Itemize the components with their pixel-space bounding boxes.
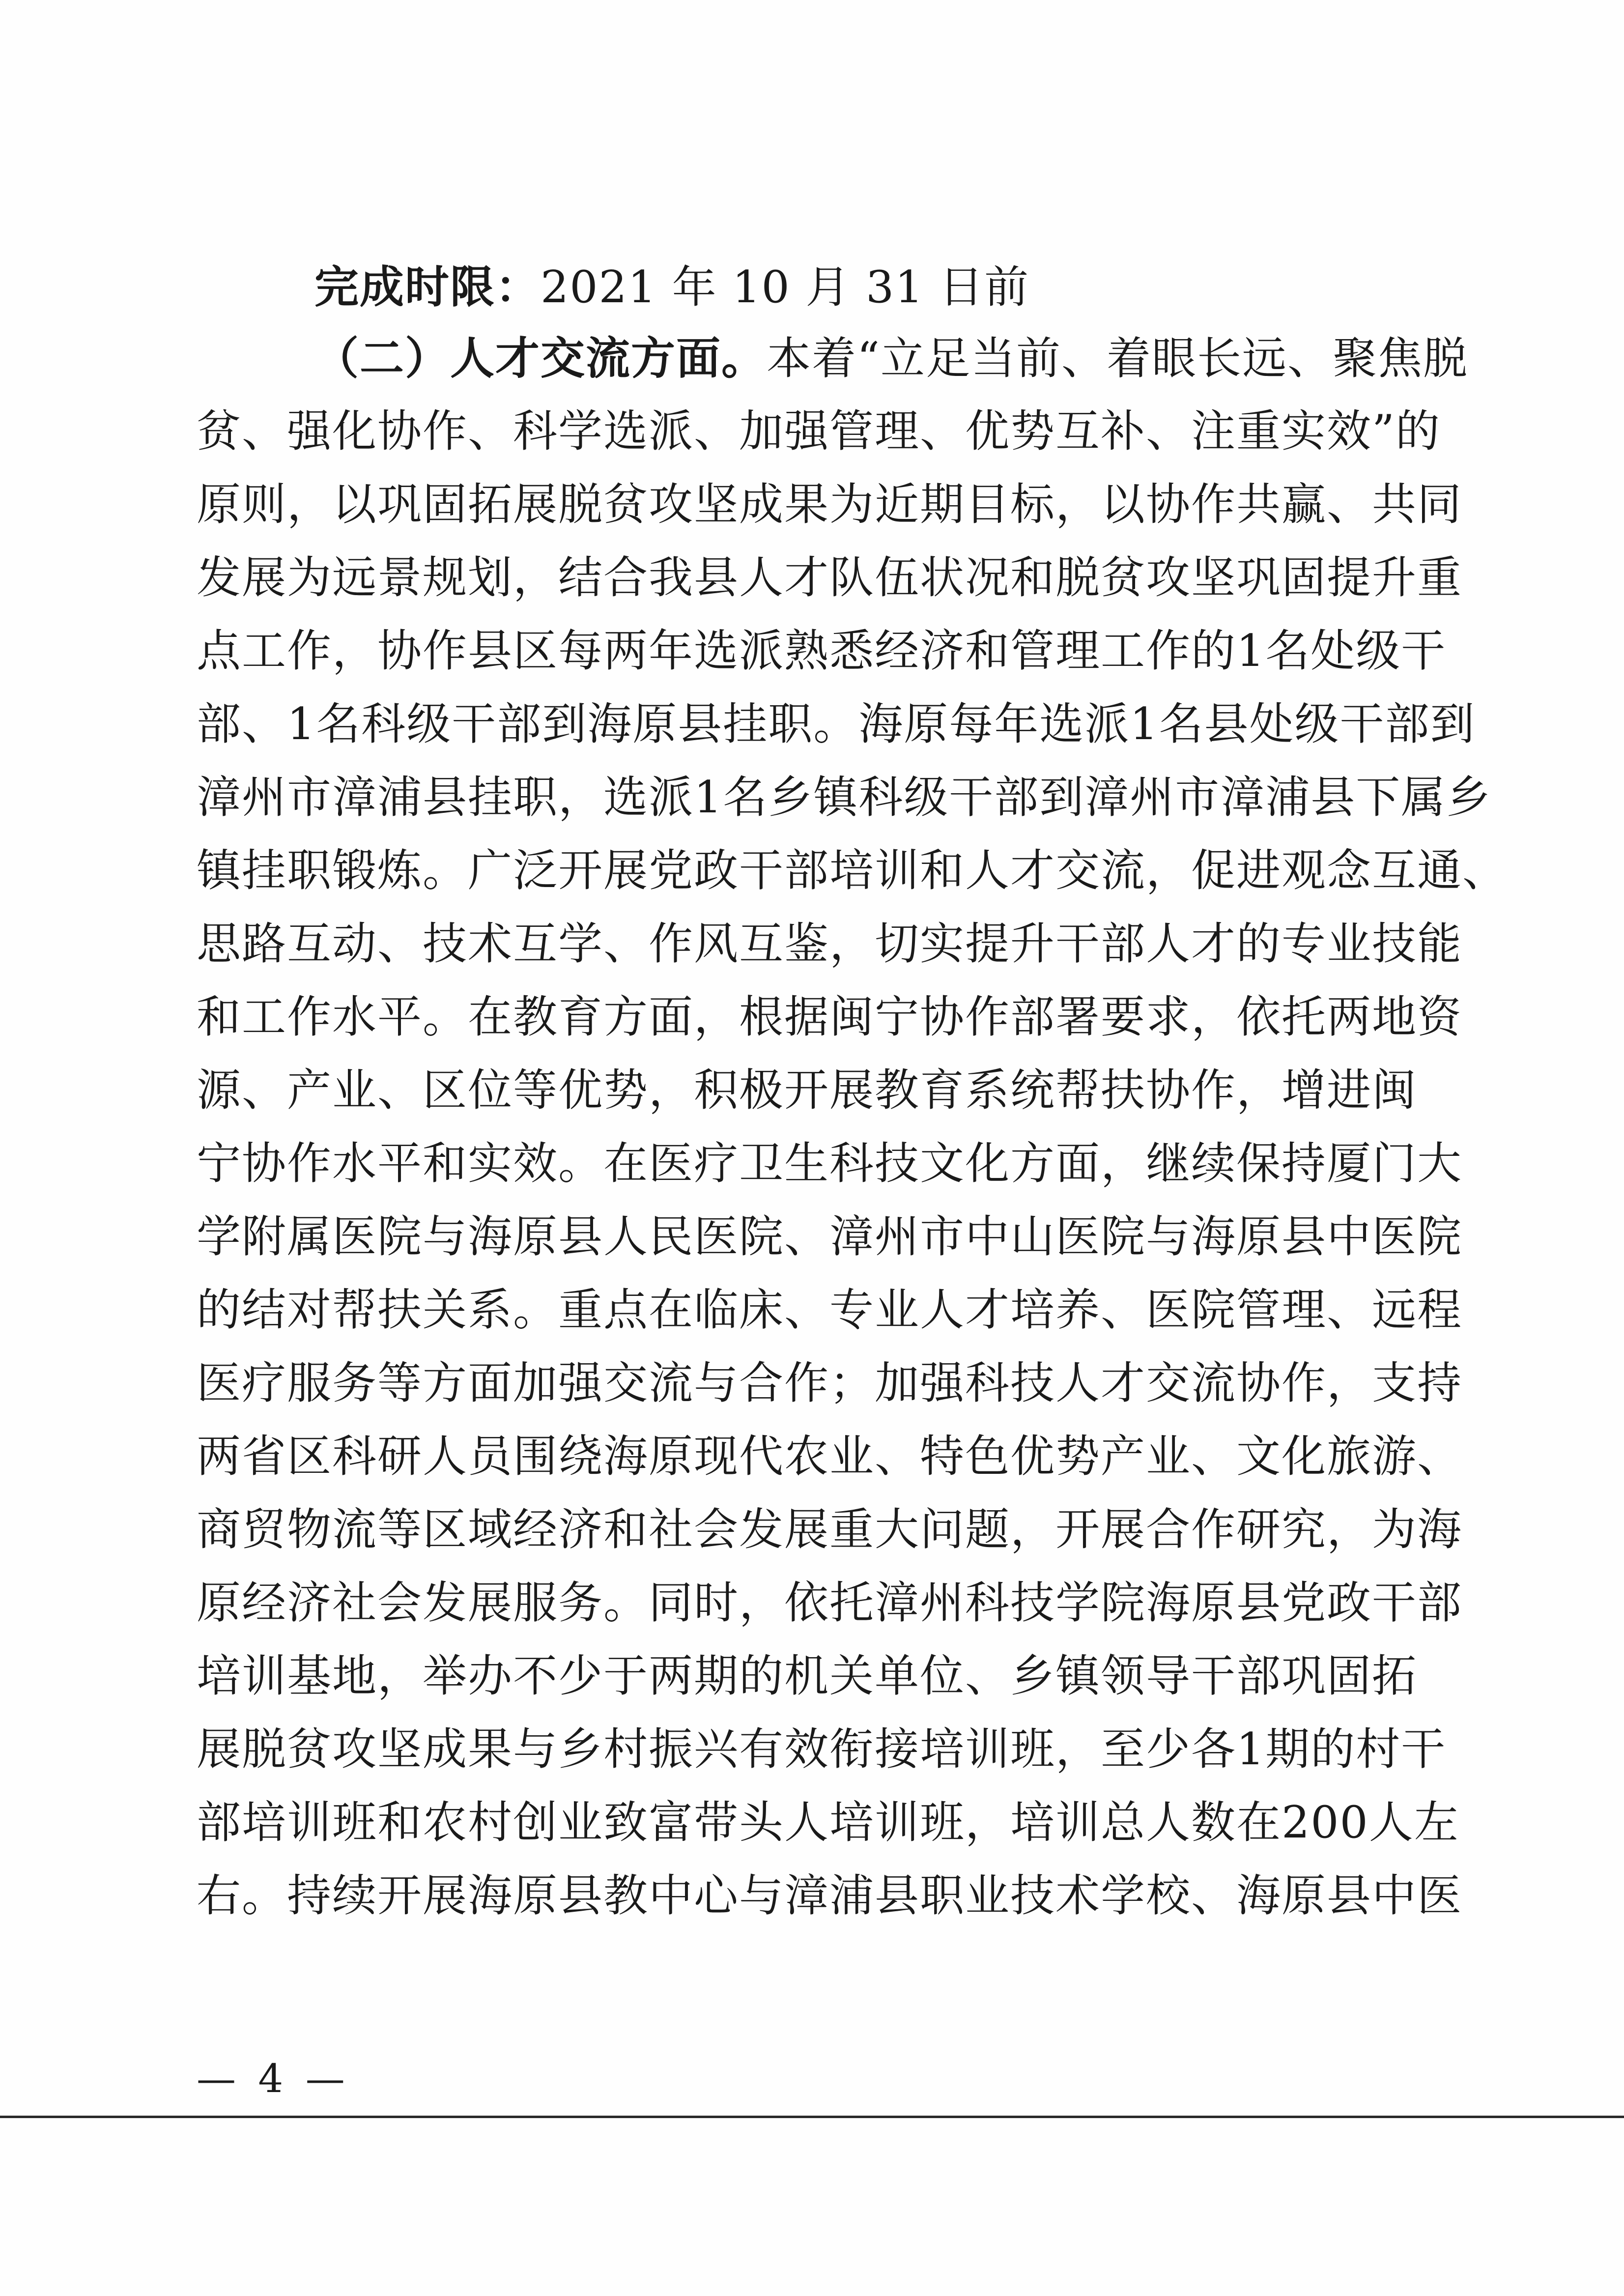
deadline-line (314, 253, 1410, 322)
body-line: 学附属医院与海原县人民医院、漳州市中山医院与海原县中医院 (197, 1211, 1462, 1263)
body-line: 点工作，协作县区每两年选派熟悉经济和管理工作的1名处级干 (197, 625, 1447, 677)
body-line: 宁协作水平和实效。在医疗卫生科技文化方面，继续保持厦门大 (197, 1138, 1462, 1189)
body-line: 商贸物流等区域经济和社会发展重大问题，开展合作研究，为海 (197, 1504, 1462, 1555)
body-line: 的结对帮扶关系。重点在临床、专业人才培养、医院管理、远程 (197, 1284, 1462, 1336)
footer-divider (0, 2116, 1624, 2118)
body-line: 原则，以巩固拓展脱贫攻坚成果为近期目标，以协作共赢、共同 (197, 479, 1462, 530)
body-line: 培训基地，举办不少于两期的机关单位、乡镇领导干部巩固拓 (197, 1650, 1417, 1702)
body-line: 镇挂职锻炼。广泛开展党政干部培训和人才交流，促进观念互通、 (197, 845, 1508, 896)
body-line: 原经济社会发展服务。同时，依托漳州科技学院海原县党政干部 (197, 1577, 1462, 1629)
section-heading: （二）人才交流方面。 (314, 333, 767, 384)
body-line: 展脱贫攻坚成果与乡村振兴有效衔接培训班，至少各1期的村干 (197, 1723, 1447, 1775)
section-heading-line (314, 324, 1469, 393)
deadline-label: 完成时限： (314, 261, 541, 313)
body-line: 右。持续开展海原县教中心与漳浦县职业技术学校、海原县中医 (197, 1870, 1462, 1922)
deadline-value: 2021 年 10 月 31 日前 (541, 261, 1030, 313)
body-line: 两省区科研人员围绕海原现代农业、特色优势产业、文化旅游、 (197, 1431, 1462, 1482)
body-line: 部、1名科级干部到海原县挂职。海原每年选派1名县处级干部到 (197, 698, 1476, 750)
body-line: 贫、强化协作、科学选派、加强管理、优势互补、注重实效”的 (197, 405, 1441, 457)
body-line: 和工作水平。在教育方面，根据闽宁协作部署要求，依托两地资 (197, 991, 1462, 1043)
body-line: 医疗服务等方面加强交流与合作；加强科技人才交流协作，支持 (197, 1357, 1462, 1409)
body-line: 发展为远景规划，结合我县人才队伍状况和脱贫攻坚巩固提升重 (197, 552, 1462, 603)
body-line: 部培训班和农村创业致富带头人培训班，培训总人数在200人左 (197, 1797, 1459, 1848)
body-line: 本着“立足当前、着眼长远、聚焦脱 (767, 333, 1469, 384)
body-line: 漳州市漳浦县挂职，选派1名乡镇科级干部到漳州市漳浦县下属乡 (197, 772, 1492, 823)
body-line: 思路互动、技术互学、作风互鉴，切实提升干部人才的专业技能 (197, 918, 1462, 970)
page-number: — 4 — (197, 2056, 350, 2101)
body-line: 源、产业、区位等优势，积极开展教育系统帮扶协作，增进闽 (197, 1064, 1417, 1116)
